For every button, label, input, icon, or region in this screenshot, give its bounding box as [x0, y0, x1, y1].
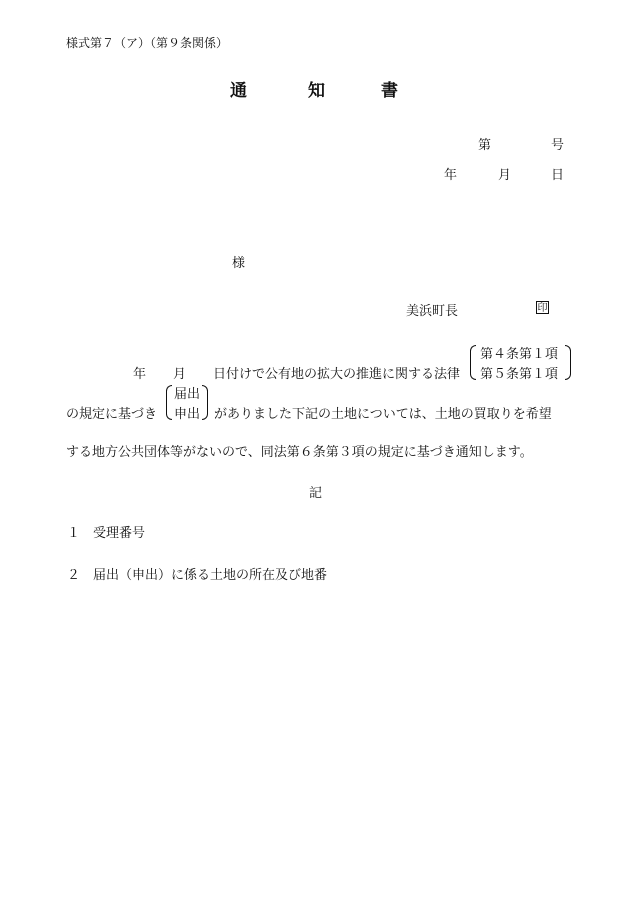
item-2-number: ２ — [67, 568, 81, 583]
body-line2-pre: の規定に基づき — [66, 407, 158, 422]
filing-brace-right — [202, 385, 208, 420]
filing-option-todokede: 届出 — [174, 387, 201, 402]
body-month: 月 — [173, 367, 187, 382]
title-char-1: 通 — [230, 81, 247, 101]
body-line1-text: 日付けで公有地の拡大の推進に関する法律 — [213, 367, 461, 382]
date-month: 月 — [498, 168, 512, 183]
law-option-4: 第４条第１項 — [480, 347, 559, 362]
body-line2-post: がありました下記の土地については、土地の買取りを希望 — [214, 407, 552, 422]
filing-brace-left — [166, 385, 172, 420]
body-line3: する地方公共団体等がないので、同法第６条第３項の規定に基づき通知します。 — [66, 445, 533, 460]
record-heading: 記 — [309, 486, 323, 501]
item-1-number: １ — [67, 526, 81, 541]
date-day: 日 — [551, 168, 565, 183]
title-char-3: 書 — [381, 81, 398, 101]
addressee-honorific: 様 — [232, 256, 246, 271]
form-label: 様式第７（ア）（第９条関係） — [66, 36, 229, 50]
law-brace-right — [565, 345, 571, 380]
title-char-2: 知 — [308, 81, 325, 101]
seal-mark: 印 — [537, 303, 548, 314]
law-option-5: 第５条第１項 — [480, 367, 559, 382]
reference-dai: 第 — [478, 138, 492, 153]
sender-name: 美浜町長 — [406, 304, 459, 319]
date-year: 年 — [444, 168, 458, 183]
body-year: 年 — [133, 367, 147, 382]
item-1-label: 受理番号 — [93, 526, 146, 541]
reference-go: 号 — [551, 138, 565, 153]
filing-option-moushide: 申出 — [174, 407, 201, 422]
law-brace-left — [470, 345, 476, 380]
item-2-label: 届出（申出）に係る土地の所在及び地番 — [93, 568, 328, 583]
